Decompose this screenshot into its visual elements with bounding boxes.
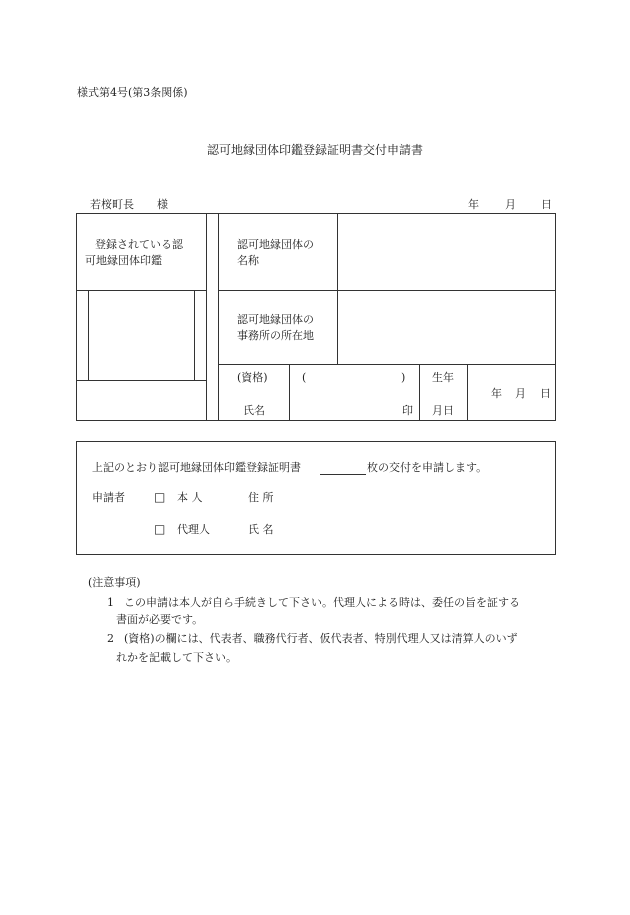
form-number: 様式第4号(第3条関係)	[77, 86, 188, 99]
qualification-label: (資格)	[237, 371, 268, 384]
group-name-label-line1: 認可地縁団体の	[237, 238, 314, 251]
office-label-line2: 事務所の所在地	[237, 329, 314, 342]
seal-frame-line	[194, 290, 195, 380]
birth-label-line1: 生年	[432, 371, 454, 384]
request-sentence-prefix: 上記のとおり認可地縁団体印鑑登録証明書	[92, 461, 301, 474]
group-name-field[interactable]	[339, 215, 554, 288]
qualification-field[interactable]	[310, 368, 400, 386]
note-2-line2: れかを記載して下さい。	[116, 651, 237, 664]
applicant-name-field[interactable]	[290, 518, 540, 538]
date-day-label: 日	[541, 198, 552, 211]
addressee: 若桜町長	[90, 198, 134, 211]
request-sentence-suffix: 枚の交付を申請します。	[367, 461, 488, 474]
representative-name-field[interactable]	[291, 390, 391, 419]
note-2-line1: (資格)の欄には、代表者、職務代行者、仮代表者、特別代理人又は清算人のいず	[124, 632, 518, 645]
note-1-number: 1	[107, 596, 114, 609]
name-label: 氏名	[243, 404, 265, 417]
option-self-label: 本 人	[177, 491, 203, 504]
table-hline-left-bottom	[76, 380, 206, 381]
note-1-line1: この申請は本人が自ら手続きして下さい。代理人による時は、委任の旨を証する	[124, 596, 520, 609]
table-divider-right	[218, 213, 219, 421]
applicant-name-label: 氏 名	[248, 523, 274, 536]
birth-month-label: 月	[515, 387, 526, 400]
copies-count-field[interactable]	[320, 462, 366, 475]
seal-label-line1: 登録されている認	[95, 238, 183, 251]
date-year-label: 年	[468, 198, 479, 211]
paren-close: )	[401, 371, 406, 384]
checkbox-self[interactable]: □	[154, 490, 166, 504]
table-vline-label	[337, 213, 338, 364]
document-title: 認可地縁団体印鑑登録証明書交付申請書	[207, 143, 424, 157]
table-hline-row2	[218, 364, 556, 365]
applicant-label: 申請者	[92, 491, 125, 504]
notes-heading: (注意事項)	[88, 576, 141, 589]
seal-frame-line	[88, 290, 89, 380]
addressee-honorific: 様	[157, 198, 168, 211]
table-vline-name-end	[419, 364, 420, 421]
table-hline-row1	[218, 290, 556, 291]
birth-year-label: 年	[491, 387, 502, 400]
applicant-address-field[interactable]	[290, 486, 540, 506]
table-vline-birth	[467, 364, 468, 421]
table-hline-left	[76, 290, 206, 291]
birth-day-label: 日	[540, 387, 551, 400]
birth-label-line2: 月日	[432, 404, 454, 417]
address-label: 住 所	[248, 491, 274, 504]
seal-label-line2: 可地縁団体印鑑	[85, 254, 162, 267]
seal-frame-line	[76, 290, 77, 380]
date-month-label: 月	[505, 198, 516, 211]
group-name-label-line2: 名称	[237, 254, 259, 267]
checkbox-agent[interactable]: □	[154, 522, 166, 536]
note-1-line2: 書面が必要です。	[116, 613, 204, 626]
seal-impression-area[interactable]	[90, 292, 192, 378]
table-divider-left	[206, 213, 207, 421]
option-agent-label: 代理人	[177, 523, 210, 536]
paren-open: (	[302, 371, 307, 384]
table-vline-qualification	[289, 364, 290, 421]
seal-mark: 印	[402, 404, 413, 417]
office-label-line1: 認可地縁団体の	[237, 313, 314, 326]
note-2-number: 2	[107, 632, 114, 645]
office-address-field[interactable]	[339, 292, 554, 363]
